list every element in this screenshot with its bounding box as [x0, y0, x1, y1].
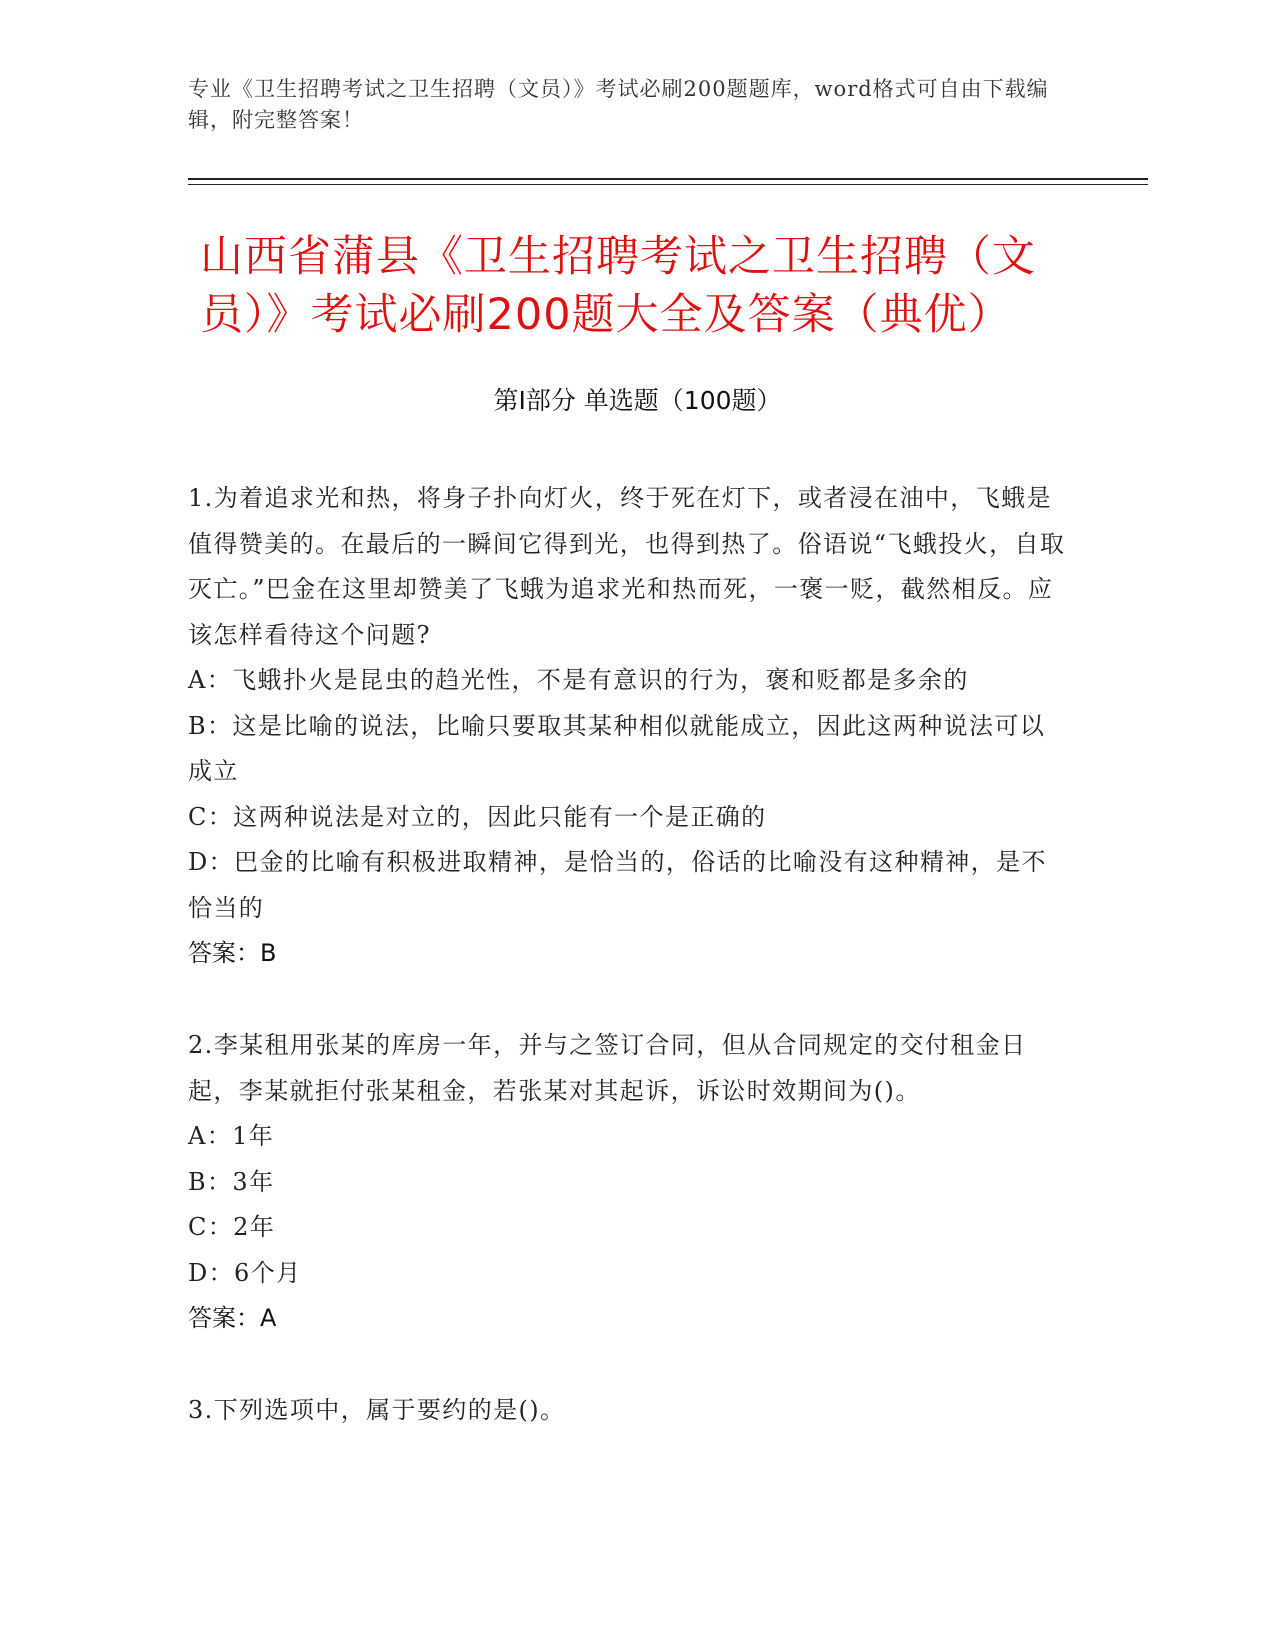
answer-line: 答案：B	[188, 939, 277, 967]
section-heading: 第I部分 单选题（100题）	[493, 386, 782, 415]
option-c: C：这两种说法是对立的，因此只能有一个是正确的	[188, 802, 767, 831]
question-list	[188, 476, 1068, 1482]
question-3	[188, 1388, 1068, 1434]
question-1	[188, 476, 1068, 975]
option-d: D：巴金的比喻有积极进取精神，是恰当的，俗话的比喻没有这种精神，是不恰当的	[188, 848, 1047, 922]
option-a: A：飞蛾扑火是昆虫的趋光性，不是有意识的行为，褒和贬都是多余的	[188, 666, 969, 694]
question-stem: 2.李某租用张某的库房一年，并与之签订合同，但从合同规定的交付租金日起，李某就拒付张某租金，若张某对其起诉，诉讼时效期间为()。	[188, 1031, 1027, 1105]
option-a: A：1年	[188, 1122, 275, 1150]
question-stem: 1.为着追求光和热，将身子扑向灯火，终于死在灯下，或者浸在油中，飞蛾是值得赞美的。在最后的一瞬间它得到光，也得到热了。俗语说“飞蛾投火，自取灭亡。”巴金在这里却赞美了飞蛾为追求光和热而死，一褒一贬，截然相反。应该怎样看待这个问题?	[188, 484, 1066, 649]
question-stem: 3.下列选项中，属于要约的是()。	[188, 1396, 566, 1424]
header-divider-thin	[188, 184, 1148, 185]
option-b: B：3年	[188, 1167, 275, 1196]
question-2	[188, 1023, 1068, 1340]
document-title: 山西省蒲县《卫生招聘考试之卫生招聘（文员）》考试必刷200题大全及答案（典优）	[200, 232, 1036, 340]
answer-line: 答案：A	[188, 1304, 277, 1332]
option-b: B：这是比喻的说法，比喻只要取其某种相似就能成立，因此这两种说法可以成立	[188, 711, 1046, 785]
option-d: D：6个月	[188, 1258, 302, 1287]
header-divider-thick	[188, 178, 1148, 180]
option-c: C：2年	[188, 1213, 276, 1241]
header-note: 专业《卫生招聘考试之卫生招聘（文员）》考试必刷200题题库，word格式可自由下载编辑，附完整答案！	[188, 77, 1049, 132]
